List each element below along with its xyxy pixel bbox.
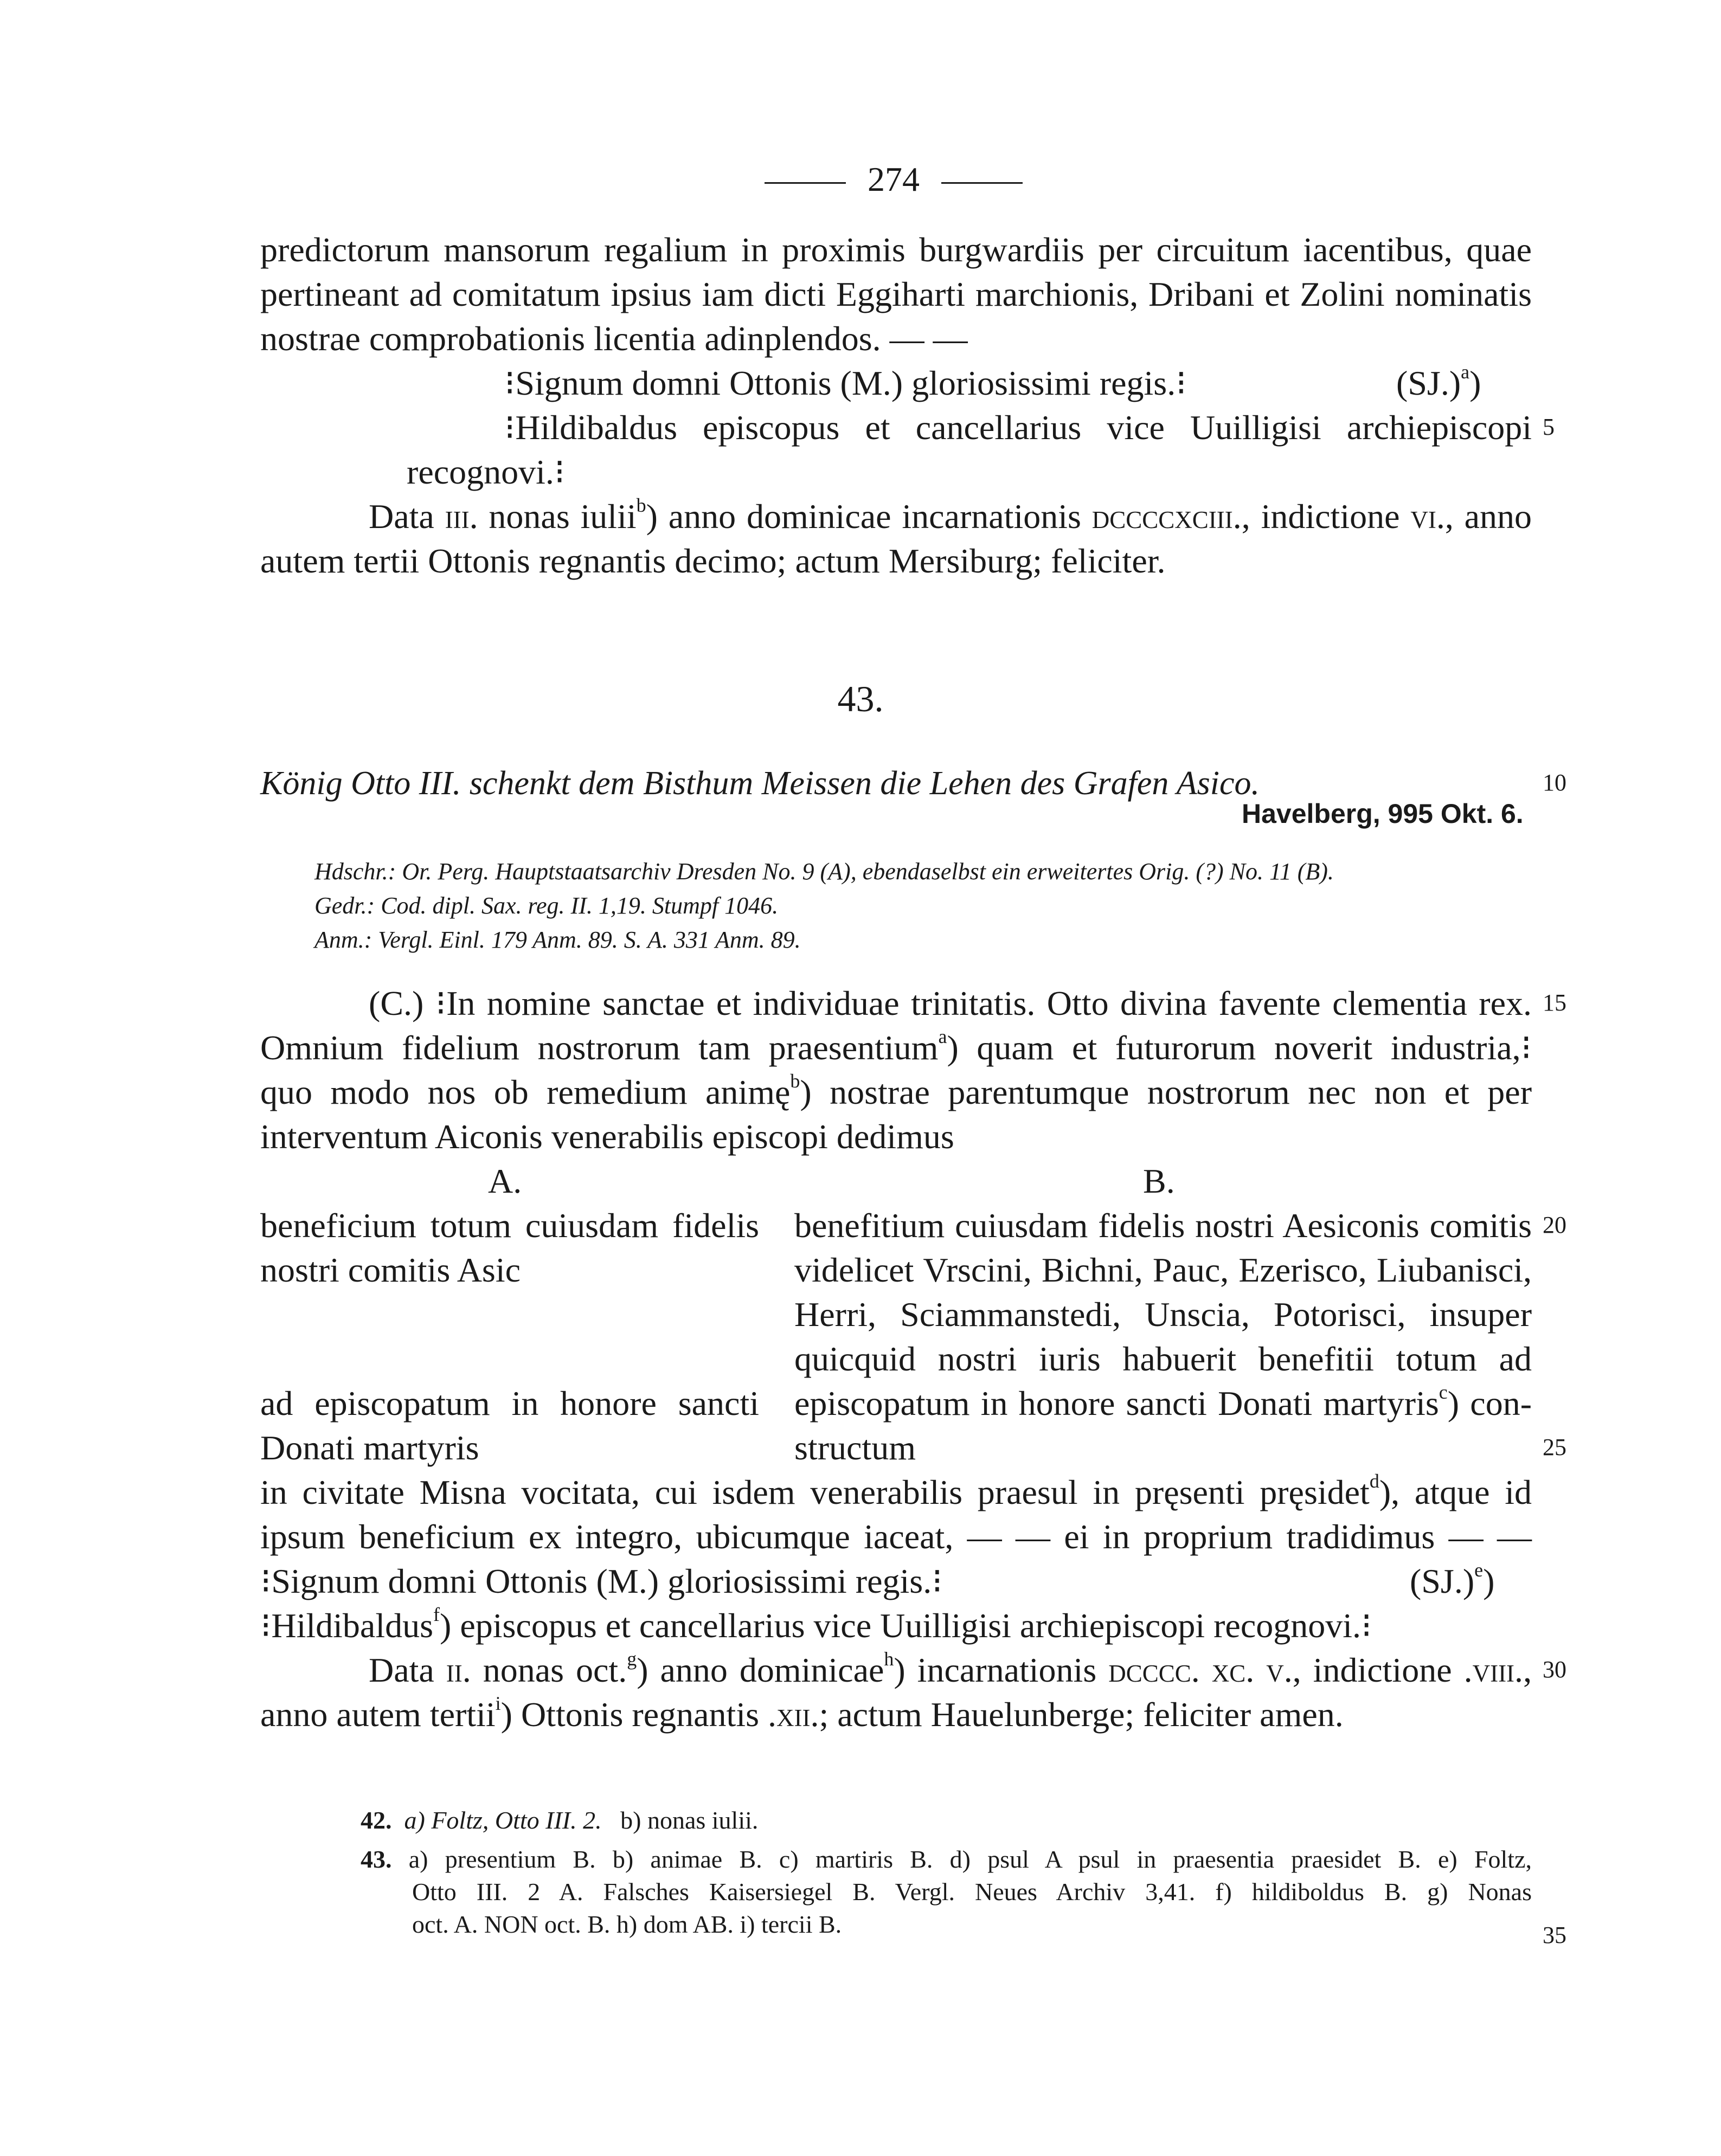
- line-number: 35: [1543, 1922, 1566, 1948]
- footnote-43: 43. a) presentium B. b) animae B. c) martiris B. d) psul A psul in praesentia praesidet B. e) Foltz,: [361, 1845, 1532, 1873]
- doc43-intro: Omnium fidelium nostrorum tam praesentium$^a$) quam et futurorum noverit industria,⁝: [260, 1026, 1532, 1067]
- doc43-source: Gedr.: Cod. dipl. Sax. reg. II. 1,19. Stumpf 1046.: [314, 892, 779, 919]
- doc43-signum: ⁝Signum domni Ottonis (M.) gloriosissimi regis.⁝: [260, 1562, 943, 1600]
- line-number: 5: [1543, 414, 1555, 440]
- doc42-line: nostrae comprobationis licentia adinplendos. — —: [260, 319, 968, 358]
- doc42-sj: $(SJ.)^a$): [1396, 361, 1481, 402]
- doc43-recognition: ⁝Hildibaldus$^f$) episcopus et cancellarius vice Uuilligisi archiepiscopi recognovi.⁝: [260, 1604, 1372, 1645]
- doc42-dating: Data iii. nonas iulii$^b$) anno dominicae incarnationis dccccxciii., indictione vi., anno: [369, 494, 1532, 536]
- doc43-body: in civitate Misna vocitata, cui isdem venerabilis praesul in pręsenti pręsidet$^d$), atque id: [260, 1470, 1532, 1511]
- page-header: [743, 157, 1044, 202]
- column-a-line: beneficium totum cuiusdam fidelis: [260, 1206, 759, 1245]
- doc43-intro: quo modo nos ob remedium animę$^b$) nostrae parentumque nostrorum nec non et per: [260, 1070, 1532, 1111]
- header-rule-right: [941, 182, 1023, 184]
- doc43-title: König Otto III. schenkt dem Bisthum Meissen die Lehen des Grafen Asico.: [260, 765, 1260, 802]
- column-b-line: videlicet Vrscini, Bichni, Pauc, Ezerisco, Liubanisci,: [794, 1251, 1532, 1289]
- column-a-heading: A.: [488, 1162, 522, 1200]
- doc42-recognition-cont: recognovi.⁝: [407, 453, 566, 491]
- doc42-dating-cont: autem tertii Ottonis regnantis decimo; actum Mersiburg; feliciter.: [260, 542, 1166, 580]
- column-a-line: nostri comitis Asic: [260, 1251, 521, 1289]
- doc42-line: predictorum mansorum regalium in proximis burgwardiis per circuitum iacentibus, quae: [260, 230, 1532, 269]
- column-a-line: ad episcopatum in honore sancti: [260, 1384, 759, 1423]
- doc43-number: 43.: [837, 678, 884, 719]
- doc43-dating: Data ii. nonas oct.$^g$) anno dominicae$^h$) incarnationis dcccc. xc. v., indictione .viii.,: [369, 1648, 1532, 1689]
- header-rule-left: [765, 182, 846, 184]
- doc43-sj: $(SJ.)^e$): [1410, 1559, 1495, 1600]
- column-b-line: structum: [794, 1428, 916, 1467]
- footnote-43-cont: oct. A. NON oct. B. h) dom AB. i) tercii B.: [412, 1910, 842, 1938]
- line-number: 25: [1543, 1434, 1566, 1460]
- column-b-line: benefitium cuiusdam fidelis nostri Aesiconis comitis: [794, 1206, 1532, 1245]
- doc43-intro: interventum Aiconis venerabilis episcopi dedimus: [260, 1117, 954, 1156]
- doc43-dating-cont: anno autem tertii$^i$) Ottonis regnantis .xii.; actum Hauelunberge; feliciter amen.: [260, 1692, 1344, 1734]
- line-number: 15: [1543, 989, 1566, 1016]
- doc42-line: pertineant ad comitatum ipsius iam dicti Eggiharti marchionis, Dribani et Zolini nominatis: [260, 275, 1532, 313]
- doc42-recognition: ⁝Hildibaldus episcopus et cancellarius vice Uuilligisi archiepiscopi: [504, 408, 1532, 447]
- line-number: 30: [1543, 1656, 1566, 1683]
- doc43-body: ipsum beneficium ex integro, ubicumque iaceat, — — ei in proprium tradidimus — —: [260, 1517, 1532, 1556]
- column-b-line: quicquid nostri iuris habuerit benefitii totum ad: [794, 1340, 1532, 1378]
- doc43-place-date: Havelberg, 995 Okt. 6.: [1242, 799, 1524, 829]
- doc43-source: Anm.: Vergl. Einl. 179 Anm. 89. S. A. 331 Anm. 89.: [314, 926, 801, 953]
- column-a-line: Donati martyris: [260, 1428, 479, 1467]
- line-number: 20: [1543, 1212, 1566, 1238]
- footnote-42: 42. a) Foltz, Otto III. 2. b) nonas iulii.: [361, 1806, 759, 1834]
- doc43-source: Hdschr.: Or. Perg. Hauptstaatsarchiv Dresden No. 9 (A), ebendaselbst ein erweitertes Orig. (?) No. 11 (B).: [314, 858, 1334, 885]
- column-b-line: episcopatum in honore sancti Donati martyris$^c$) con-: [794, 1381, 1532, 1423]
- footnote-43-cont: Otto III. 2 A. Falsches Kaisersiegel B. Vergl. Neues Archiv 3,41. f) hildiboldus B. g) Nonas: [412, 1878, 1532, 1906]
- doc42-signum: ⁝Signum domni Ottonis (M.) gloriosissimi regis.⁝: [504, 364, 1187, 402]
- column-b-line: Herri, Sciammanstedi, Unscia, Potorisci, insuper: [794, 1295, 1532, 1334]
- line-number: 10: [1543, 769, 1566, 796]
- column-b-heading: B.: [1143, 1162, 1175, 1200]
- page-number: 274: [868, 160, 920, 198]
- doc43-intro: (C.) ⁝In nomine sanctae et individuae trinitatis. Otto divina favente clementia rex.: [369, 984, 1532, 1022]
